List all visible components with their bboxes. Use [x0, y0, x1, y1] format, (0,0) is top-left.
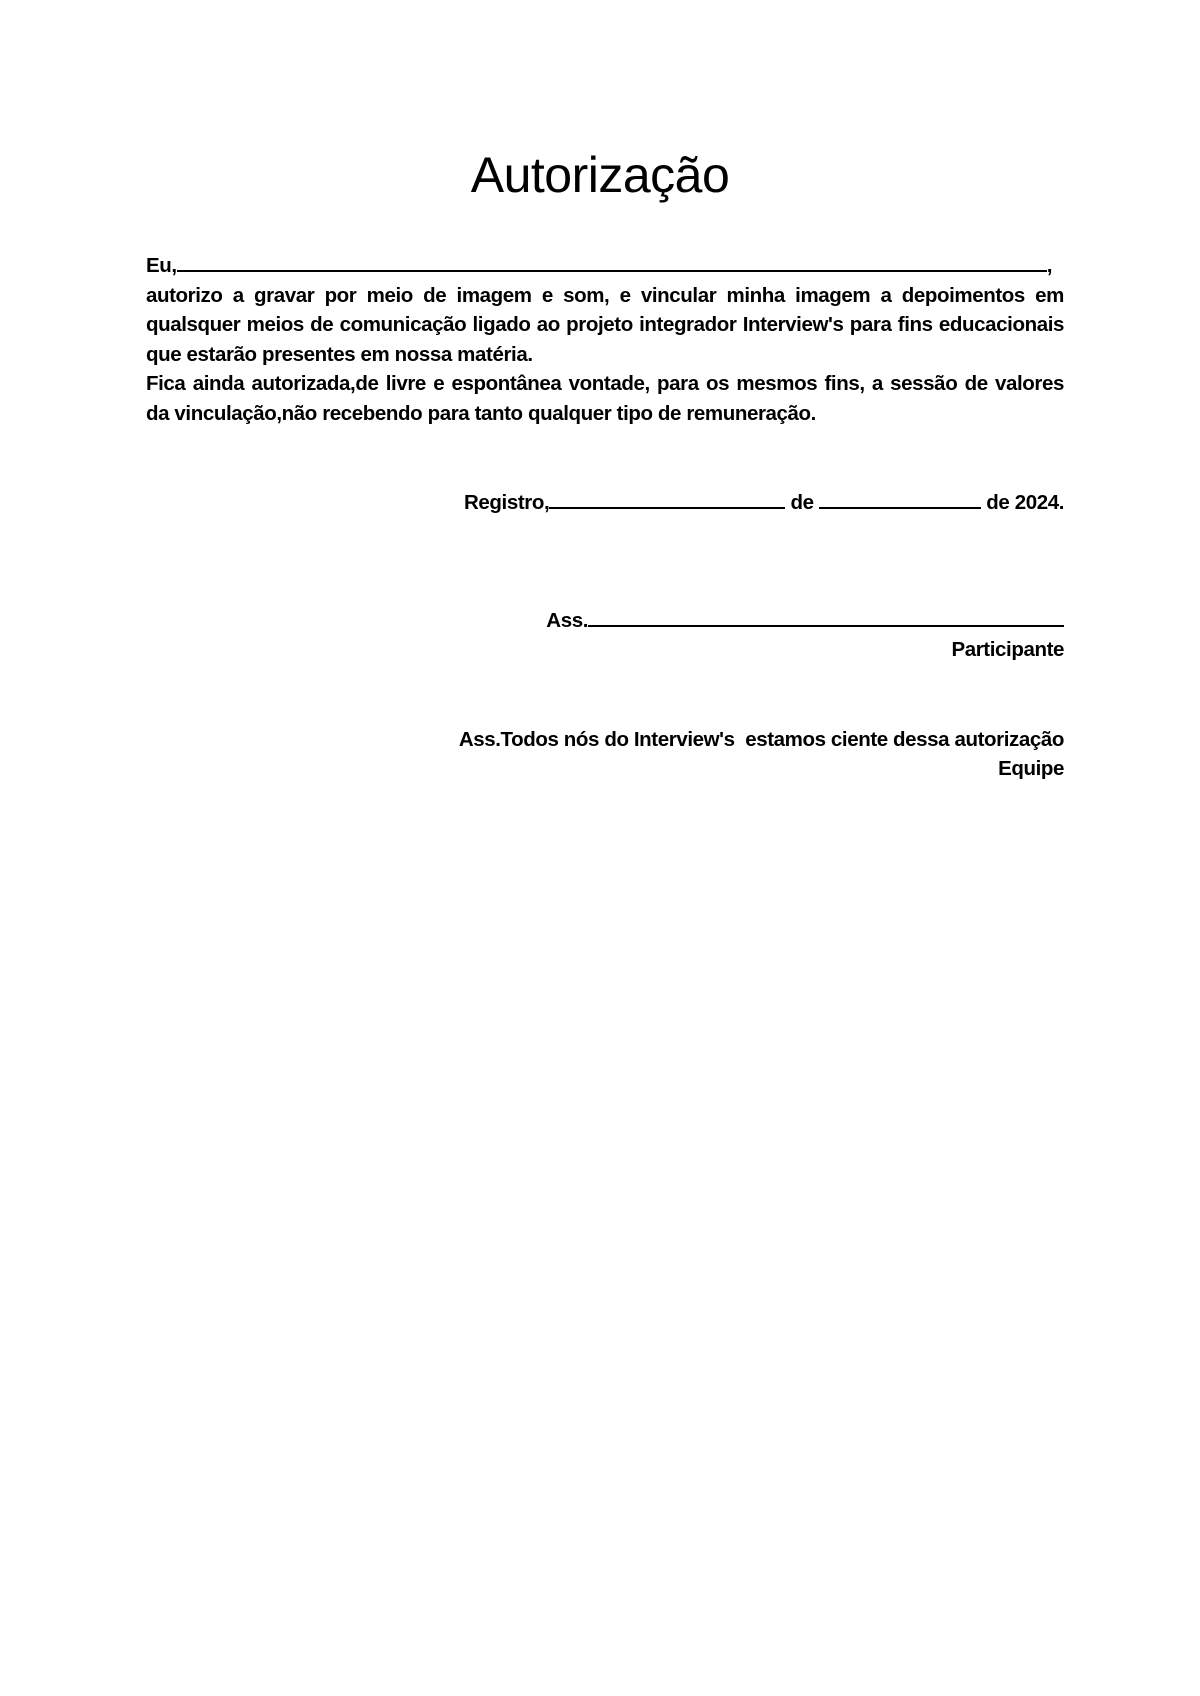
signature-blank-field[interactable]	[588, 607, 1064, 627]
participant-role: Participante	[951, 638, 1064, 661]
brand-name: Interview's	[742, 313, 844, 336]
document-title: Autorização	[470, 147, 730, 203]
team-statement: Ass.Todos nós do Interview's estamos ciente dessa autorização	[458, 728, 1064, 751]
paragraph1-text-b: para fins educacionais que estarão presentes em nossa matéria.	[146, 313, 1064, 366]
name-blank-field[interactable]	[177, 252, 1047, 272]
date-line	[464, 488, 1064, 518]
intro-label: Eu,	[146, 254, 177, 277]
date-de: de	[785, 491, 819, 514]
team-role: Equipe	[998, 757, 1064, 780]
signature-label: Ass.	[546, 609, 588, 632]
day-blank-field[interactable]	[549, 489, 785, 509]
paragraph-authorization	[146, 281, 1064, 370]
date-place: Registro,	[464, 491, 550, 514]
date-year: de 2024.	[980, 491, 1064, 514]
paragraph-free-will: Fica ainda autorizada,de livre e espontânea vontade, para os mesmos fins, a sessão de valores da vinculação,não recebendo para tanto qualquer tipo de remuneração.	[146, 372, 1064, 425]
authorization-body	[146, 251, 1064, 428]
participant-signature-line	[546, 606, 1064, 636]
month-blank-field[interactable]	[819, 489, 981, 509]
intro-trailing-comma: ,	[1046, 254, 1052, 277]
paragraph1-text-a: autorizo a gravar por meio de imagem e som, e vincular minha imagem a depoimentos em qualsquer meios de comunicação ligado ao projeto integrador	[146, 283, 1064, 336]
name-line	[146, 251, 1052, 281]
